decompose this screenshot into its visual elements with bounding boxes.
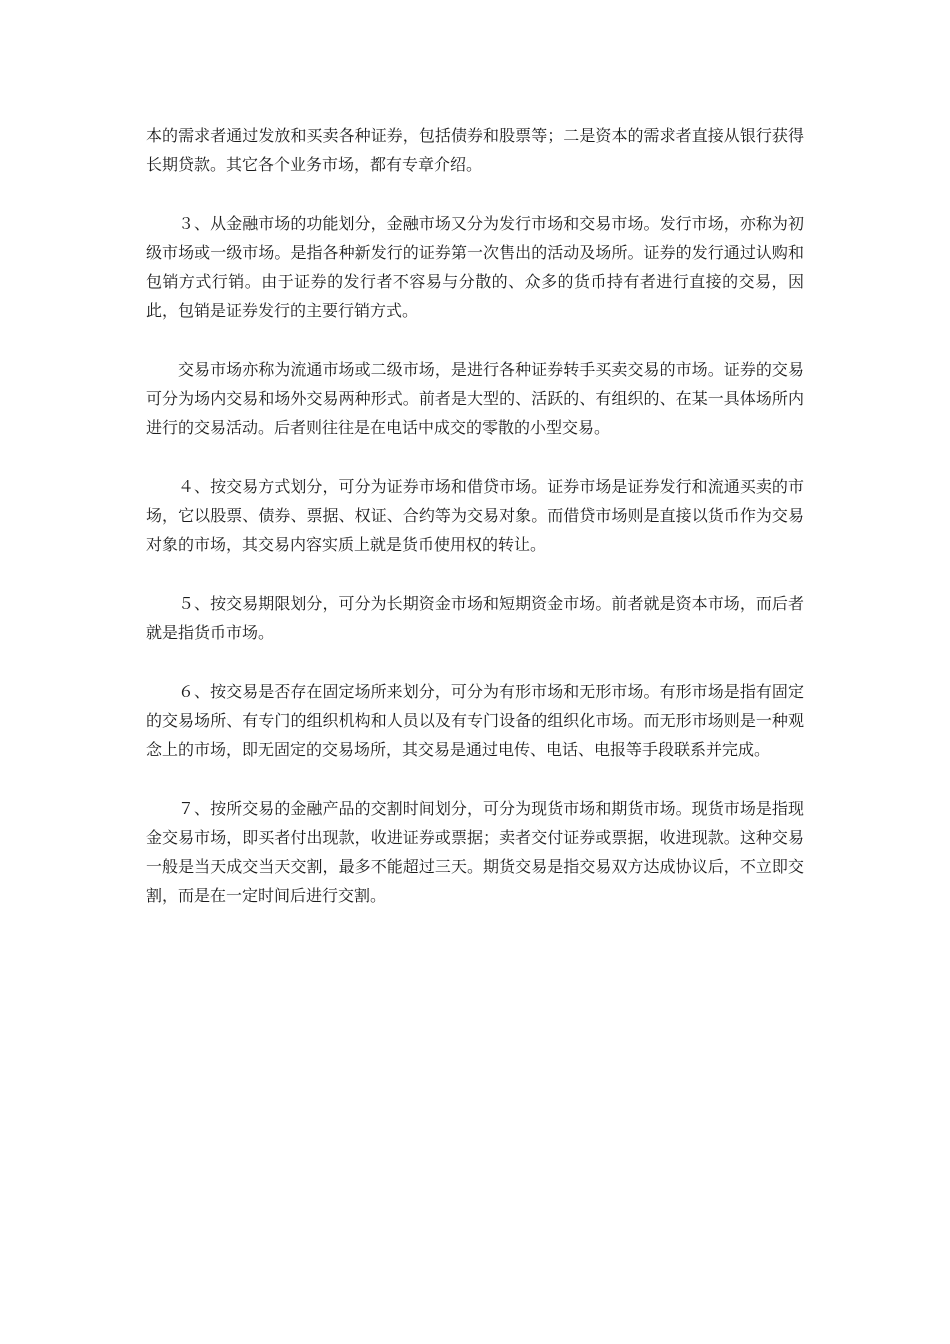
paragraph-item-6: ６、按交易是否存在固定场所来划分，可分为有形市场和无形市场。有形市场是指有固定的交易场所、有专门的组织机构和人员以及有专门设备的组织化市场。而无形市场则是一种观念上的市场，即无固定的交易场所，其交易是通过电传、电话、电报等手段联系并完成。 <box>146 682 804 759</box>
paragraph-continuation: 本的需求者通过发放和买卖各种证券，包括债券和股票等；二是资本的需求者直接从银行获得长期贷款。其它各个业务市场，都有专章介绍。 <box>146 126 804 174</box>
paragraph-item-5: ５、按交易期限划分，可分为长期资金市场和短期资金市场。前者就是资本市场，而后者就是指货币市场。 <box>146 594 804 642</box>
paragraph-item-4: ４、按交易方式划分，可分为证券市场和借贷市场。证券市场是证券发行和流通买卖的市场，它以股票、债券、票据、权证、合约等为交易对象。而借贷市场则是直接以货币作为交易对象的市场，其交易内容实质上就是货币使用权的转让。 <box>146 477 804 554</box>
paragraph-item-3: ３、从金融市场的功能划分，金融市场又分为发行市场和交易市场。发行市场，亦称为初级市场或一级市场。是指各种新发行的证券第一次售出的活动及场所。证券的发行通过认购和包销方式行销。由于证券的发行者不容易与分散的、众多的货币持有者进行直接的交易，因此，包销是证券发行的主要行销方式。 <box>146 214 804 320</box>
paragraph-trading-market: 交易市场亦称为流通市场或二级市场，是进行各种证券转手买卖交易的市场。证券的交易可分为场内交易和场外交易两种形式。前者是大型的、活跃的、有组织的、在某一具体场所内进行的交易活动。后者则往往是在电话中成交的零散的小型交易。 <box>146 360 804 437</box>
paragraph-item-7: ７、按所交易的金融产品的交割时间划分，可分为现货市场和期货市场。现货市场是指现金交易市场，即买者付出现款，收进证券或票据；卖者交付证券或票据，收进现款。这种交易一般是当天成交当天交割，最多不能超过三天。期货交易是指交易双方达成协议后，不立即交割，而是在一定时间后进行交割。 <box>146 799 804 905</box>
